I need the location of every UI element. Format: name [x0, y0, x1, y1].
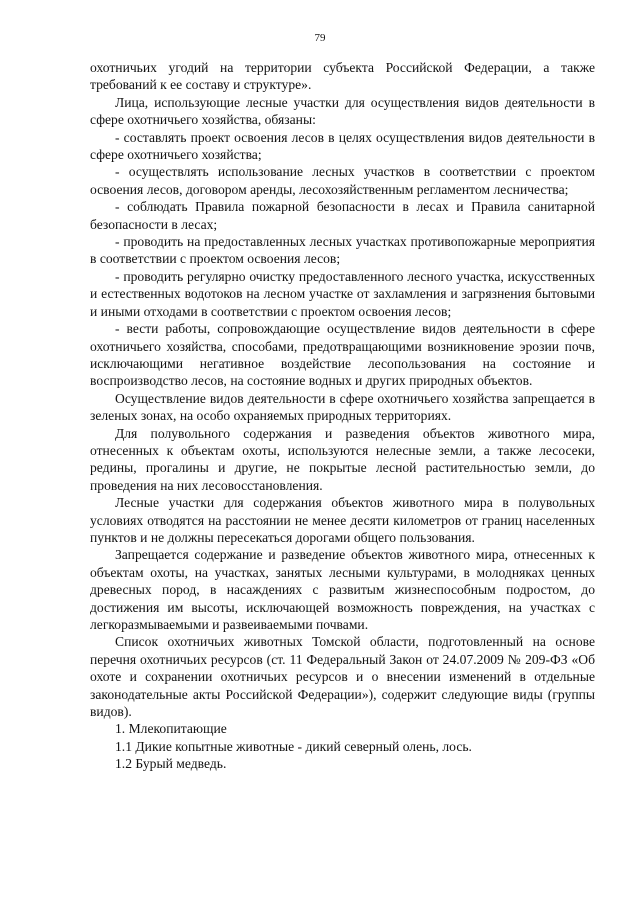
list-item: - составлять проект освоения лесов в целях осуществления видов деятельности в сфере охотничьего хозяйства;: [90, 129, 595, 163]
list-item: 1.2 Бурый медведь.: [115, 756, 227, 772]
paragraph: Список охотничьих животных Томской области, подготовленный на основе перечня охотничьих ресурсов (ст. 11 Федеральный Закон от 24.07.2009 № 209-ФЗ «Об охоте и сохранении охотничьих ресурсов и о внесении изменений в отдельные законодательные акты Российской Федерации»), содержит следующие виды (группы видов).: [90, 634, 595, 720]
paragraph: Запрещается содержание и разведение объектов животного мира, отнесенных к объектам охоты, на участках, занятых лесными культурами, в молодняках ценных древесных пород, в насаждениях с развитым жизнеспособным подростом, до достижения им высоты, исключающей возможность повреждения, на участках с легкоразмываемыми и развеиваемыми почвами.: [90, 547, 595, 632]
section-heading: 1. Млекопитающие: [115, 721, 227, 737]
list-item: - соблюдать Правила пожарной безопасности в лесах и Правила санитарной безопасности в лесах;: [90, 199, 595, 232]
document-body: [90, 59, 595, 773]
list-item: - вести работы, сопровождающие осуществление видов деятельности в сфере охотничьего хозяйства, способами, предотвращающими возникновение эрозии почв, исключающими негативное воздействие лесопользования на состояние и воспроизводство лесов, на состояние водных и других природных объектов.: [90, 321, 595, 389]
list-item: - проводить на предоставленных лесных участках противопожарные мероприятия в соответствии с проектом освоения лесов;: [90, 234, 595, 267]
paragraph: Лица, использующие лесные участки для осуществления видов деятельности в сфере охотничьего хозяйства, обязаны:: [90, 94, 595, 128]
paragraph: Осуществление видов деятельности в сфере охотничьего хозяйства запрещается в зеленых зонах, на особо охраняемых природных территориях.: [90, 390, 595, 424]
paragraph: охотничьих угодий на территории субъекта Российской Федерации, а также требований к ее составу и структуре».: [90, 60, 595, 93]
list-item: - проводить регулярно очистку предоставленного лесного участка, искусственных и естественных водотоков на лесном участке от захламления и загрязнения бытовыми и иными отходами в соответствии с проектом освоения лесов;: [90, 268, 595, 319]
paragraph: Лесные участки для содержания объектов животного мира в полувольных условиях отводятся на расстоянии не менее десяти километров от границ населенных пунктов и не должны пересекаться дорогами общего пользования.: [90, 495, 595, 545]
paragraph: Для полувольного содержания и разведения объектов животного мира, отнесенных к объектам охоты, используются нелесные земли, а также лесосеки, редины, прогалины и другие, не покрытые лесной растительностью земли, до проведения на них лесовосстановления.: [90, 425, 595, 493]
page-number: 79: [314, 32, 326, 44]
list-item: 1.1 Дикие копытные животные - дикий северный олень, лось.: [115, 738, 472, 754]
list-item: - осуществлять использование лесных участков в соответствии с проектом освоения лесов, договором аренды, лесохозяйственным регламентом лесничества;: [90, 164, 595, 197]
